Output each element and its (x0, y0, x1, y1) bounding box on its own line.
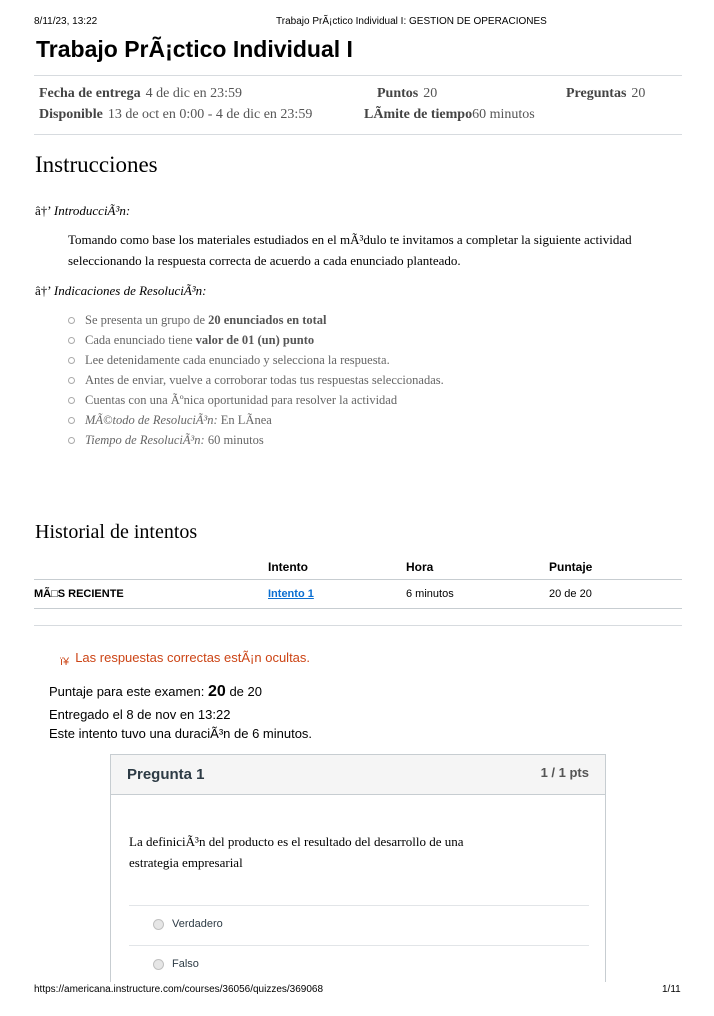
col-score: Puntaje (549, 555, 682, 580)
list-item: Cuentas con una Ãºnica oportunidad para resolver la actividad (68, 390, 444, 410)
option-divider (129, 945, 589, 946)
arrow-icon: â†’ (35, 283, 51, 298)
time-limit-label: LÃmite de tiempo (364, 107, 473, 122)
list-item: Tiempo de ResoluciÃ³n: 60 minutos (68, 430, 444, 450)
col-time: Hora (406, 555, 549, 580)
bullet-circle-icon (68, 317, 75, 324)
availability (39, 107, 312, 123)
intro-text: Tomando como base los materiales estudiados en el mÃ³dulo te invitamos a completar la siguiente actividad seleccionando la respuesta correcta de acuerdo a cada enunciado planteado. (68, 232, 632, 268)
bullet-circle-icon (68, 397, 75, 404)
attempts-table (34, 555, 682, 609)
option-false[interactable] (153, 958, 199, 970)
bullet-circle-icon (68, 437, 75, 444)
indications-label: Indicaciones de ResoluciÃ³n: (53, 283, 207, 298)
list-item: Lee detenidamente cada enunciado y selecciona la respuesta. (68, 350, 444, 370)
question-points: 1 / 1 pts (540, 765, 589, 780)
list-item: MÃ©todo de ResoluciÃ³n: En LÃnea (68, 410, 444, 430)
questions-info (566, 86, 645, 102)
list-item: Antes de enviar, vuelve a corroborar todas tus respuestas seleccionadas. (68, 370, 444, 390)
intro-label: IntroducciÃ³n: (53, 203, 131, 218)
bullet-circle-icon (68, 337, 75, 344)
questions-value: 20 (631, 86, 646, 101)
warning-icon: ï¥ (60, 656, 70, 668)
time-cell: 6 minutos (406, 580, 549, 609)
question-title: Pregunta 1 (127, 766, 205, 783)
submitted-date: Entregado el 8 de nov en 13:22 (49, 707, 231, 722)
attempt-link[interactable]: Intento 1 (268, 588, 314, 600)
option-divider (129, 905, 589, 906)
list-item: Se presenta un grupo de 20 enunciados en total (68, 310, 444, 330)
print-page-number: 1/11 (662, 984, 681, 995)
question-card (110, 754, 606, 982)
points-info (377, 86, 437, 102)
time-limit (364, 107, 535, 123)
arrow-icon: â†’ (35, 203, 51, 218)
score-cell: 20 de 20 (549, 580, 682, 609)
time-limit-value: 60 minutos (472, 107, 535, 122)
hidden-note-text: Las respuestas correctas estÃ¡n ocultas. (75, 650, 311, 665)
title-divider (34, 75, 682, 76)
attempt-cell (268, 580, 406, 609)
print-datetime: 8/11/23, 13:22 (34, 16, 98, 27)
table-header-row (34, 555, 682, 580)
due-value: 4 de dic en 23:59 (145, 86, 243, 101)
due-label: Fecha de entrega (39, 86, 141, 101)
results-divider (34, 625, 682, 626)
option-true[interactable] (153, 918, 223, 930)
radio-icon[interactable] (153, 959, 164, 970)
score-value: 20 (208, 683, 226, 700)
instructions-heading: Instrucciones (35, 152, 158, 177)
meta-divider (34, 134, 682, 135)
page-title: Trabajo PrÃ¡ctico Individual I (36, 36, 353, 62)
option-false-label: Falso (172, 958, 199, 970)
bullet-circle-icon (68, 357, 75, 364)
most-recent-label: MÃ□S RECIENTE (34, 580, 268, 609)
table-row (34, 580, 682, 609)
intro-line (35, 203, 130, 219)
available-label: Disponible (39, 107, 103, 122)
bullet-circle-icon (68, 377, 75, 384)
questions-label: Preguntas (566, 86, 627, 101)
hidden-answers-note (60, 650, 311, 668)
score-total: de 20 (229, 684, 262, 699)
indications-line (35, 283, 207, 299)
points-value: 20 (423, 86, 438, 101)
question-text: La definiciÃ³n del producto es el resultado del desarrollo de una estrategia empresarial (129, 834, 464, 870)
indications-list (68, 310, 444, 450)
question-header (111, 755, 605, 795)
attempt-duration: Este intento tuvo una duraciÃ³n de 6 minutos. (49, 726, 313, 741)
available-value: 13 de oct en 0:00 - 4 de dic en 23:59 (107, 107, 313, 122)
score-label: Puntaje para este examen: (49, 684, 205, 699)
points-label: Puntos (377, 86, 419, 101)
bullet-circle-icon (68, 417, 75, 424)
col-empty (34, 555, 268, 580)
history-heading: Historial de intentos (35, 521, 198, 543)
print-doc-title: Trabajo PrÃ¡ctico Individual I: GESTION DE OPERACIONES (276, 16, 547, 27)
print-url: https://americana.instructure.com/courses/36056/quizzes/369068 (34, 984, 324, 995)
due-date (39, 86, 242, 102)
option-true-label: Verdadero (172, 918, 223, 930)
exam-score (49, 683, 262, 701)
list-item: Cada enunciado tiene valor de 01 (un) punto (68, 330, 444, 350)
col-attempt: Intento (268, 555, 406, 580)
radio-icon[interactable] (153, 919, 164, 930)
